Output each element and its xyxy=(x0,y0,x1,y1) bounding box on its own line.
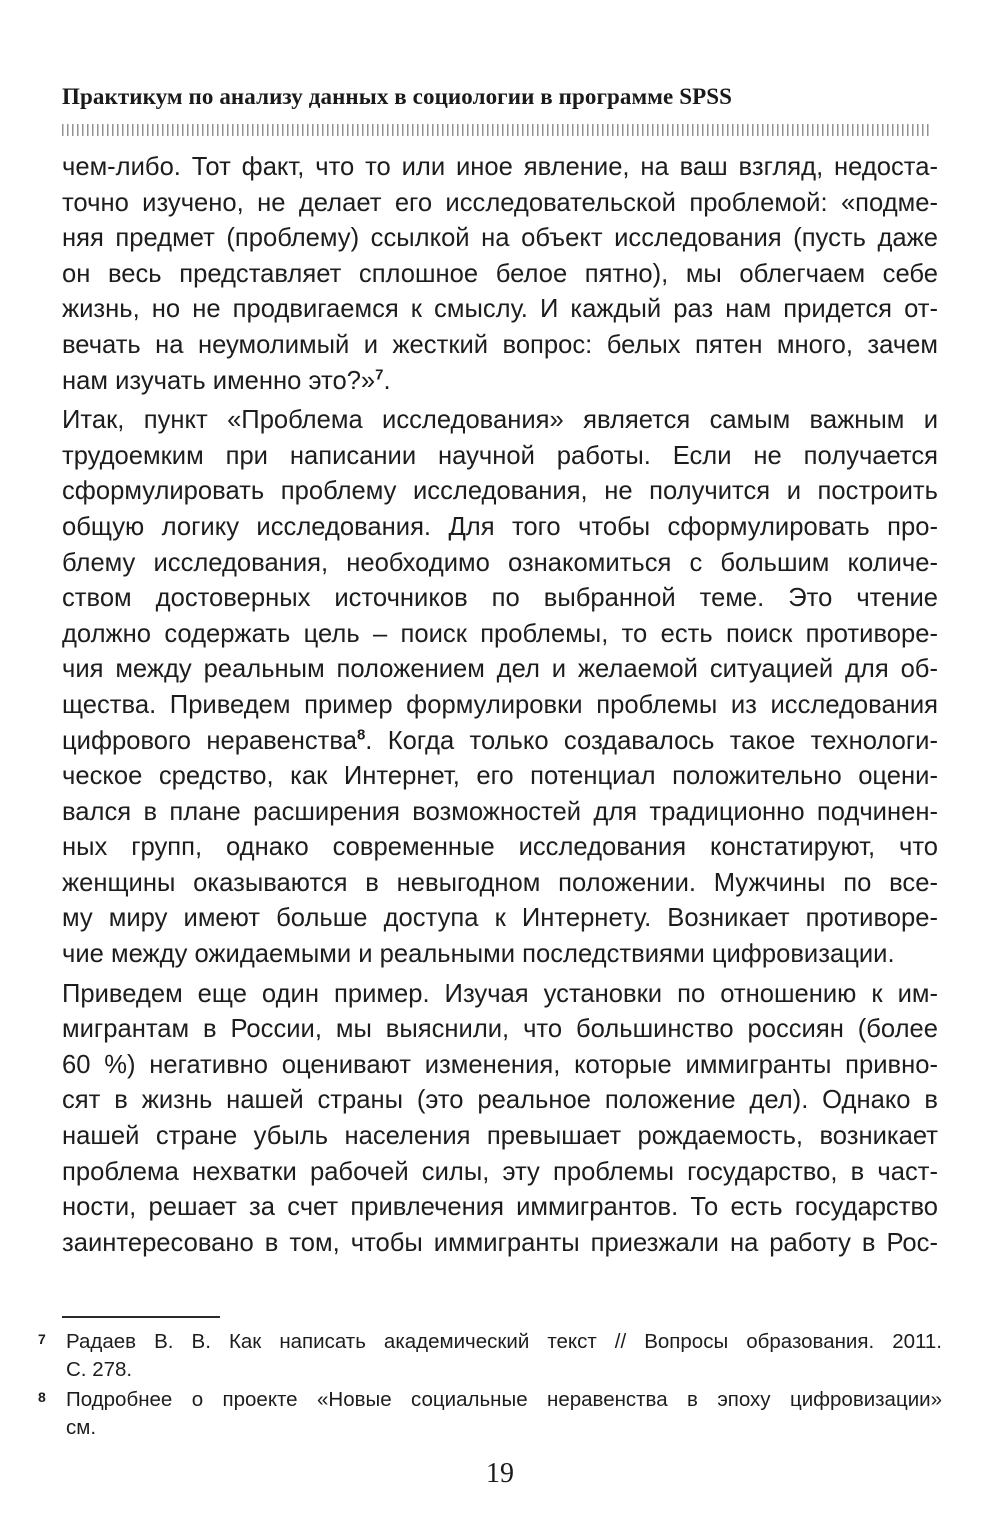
text-fragment: нам изучать именно это?» xyxy=(62,366,376,395)
text-line: 60 %) негативно оценивают изменения, которые иммигранты привно- xyxy=(62,1050,938,1079)
paragraph-2 xyxy=(62,403,938,973)
paragraph-3 xyxy=(62,977,938,1262)
text-line: жизнь, но не продвигаемся к смыслу. И каждый раз нам придется от- xyxy=(62,295,938,324)
running-head: Практикум по анализу данных в социологии в программе SPSS xyxy=(62,84,733,109)
main-text xyxy=(62,150,938,1261)
text-line: чие между ожидаемыми и реальными последствиями цифровизации. xyxy=(62,940,895,969)
footnote-text: Радаев В. В. Как написать академический текст // Вопросы образования. 2011. xyxy=(66,1330,942,1353)
footnote-text: см. xyxy=(66,1416,97,1439)
header-divider xyxy=(62,124,932,136)
text-line: чем-либо. Тот факт, что то или иное явление, на ваш взгляд, недоста- xyxy=(62,153,938,181)
text-line: блему исследования, необходимо ознакомиться с большим количе- xyxy=(62,548,938,577)
text-line: ности, решает за счет привлечения иммигрантов. То есть государство xyxy=(62,1193,938,1222)
text-fragment: . xyxy=(383,366,391,395)
text-line: он весь представляет сплошное белое пятно), мы облегчаем себе xyxy=(62,259,938,288)
footnote-ref-7[interactable]: 7 xyxy=(375,366,384,384)
text-line: нашей стране убыль населения превышает рождаемость, возникает xyxy=(62,1122,938,1151)
paragraph-1 xyxy=(62,150,938,399)
footnote-ref-8[interactable]: 8 xyxy=(356,725,366,743)
text-line: сят в жизнь нашей страны (это реальное положение дел). Однако в xyxy=(62,1086,938,1115)
text-line: точно изучено, не делает его исследовательской проблемой: «подме- xyxy=(62,188,938,217)
footnote-8 xyxy=(38,1386,942,1442)
footnote-number: 8 xyxy=(38,1389,46,1405)
text-line: трудоемким при написании научной работы. Если не получается xyxy=(62,441,938,470)
footnote-divider xyxy=(62,1316,220,1318)
text-line: ством достоверных источников по выбранной теме. Это чтение xyxy=(62,584,938,613)
text-fragment: цифрового неравенства xyxy=(62,726,357,755)
footnote-text: Подробнее о проекте «Новые социальные неравенства в эпоху цифровизации» xyxy=(66,1388,942,1411)
text-line: женщины оказываются в невыгодном положении. Мужчины по все- xyxy=(62,868,938,897)
text-line: му миру имеют больше доступа к Интернету. Возникает противоре- xyxy=(62,904,938,933)
text-line: сформулировать проблему исследования, не получится и построить xyxy=(62,477,938,506)
text-line: вался в плане расширения возможностей для традиционно подчинен- xyxy=(62,797,938,826)
page-number: 19 xyxy=(486,1458,514,1489)
text-line: ных групп, однако современные исследования констатируют, что xyxy=(62,833,938,862)
text-line: щества. Приведем пример формулировки проблемы из исследования xyxy=(62,690,938,719)
footnote-text: С. 278. xyxy=(66,1358,133,1381)
footnote-number: 7 xyxy=(38,1331,46,1347)
text-line: проблема нехватки рабочей силы, эту проблемы государство, в част- xyxy=(62,1157,938,1186)
text-line: Приведем еще один пример. Изучая установки по отношению к им- xyxy=(62,979,938,1008)
text-line xyxy=(62,364,938,400)
text-line: общую логику исследования. Для того чтобы сформулировать про- xyxy=(62,512,938,541)
text-fragment: . Когда только создавалось такое технологи- xyxy=(365,726,939,755)
text-line: вечать на неумолимый и жесткий вопрос: белых пятен много, зачем xyxy=(62,330,938,359)
text-line: ческое средство, как Интернет, его потенциал положительно оцени- xyxy=(62,762,938,791)
text-line: чия между реальным положением дел и желаемой ситуацией для об- xyxy=(62,655,938,684)
text-line: няя предмет (проблему) ссылкой на объект исследования (пусть даже xyxy=(62,224,938,253)
text-line: заинтересовано в том, чтобы иммигранты приезжали на работу в Рос- xyxy=(62,1228,938,1257)
text-line: должно содержать цель – поиск проблемы, то есть поиск противоре- xyxy=(62,619,938,648)
text-line xyxy=(62,724,938,760)
text-line: мигрантам в России, мы выяснили, что большинство россиян (более xyxy=(62,1015,938,1044)
text-line: Итак, пункт «Проблема исследования» является самым важным и xyxy=(62,406,938,435)
footnote-7 xyxy=(38,1328,942,1384)
footnotes xyxy=(38,1328,942,1444)
